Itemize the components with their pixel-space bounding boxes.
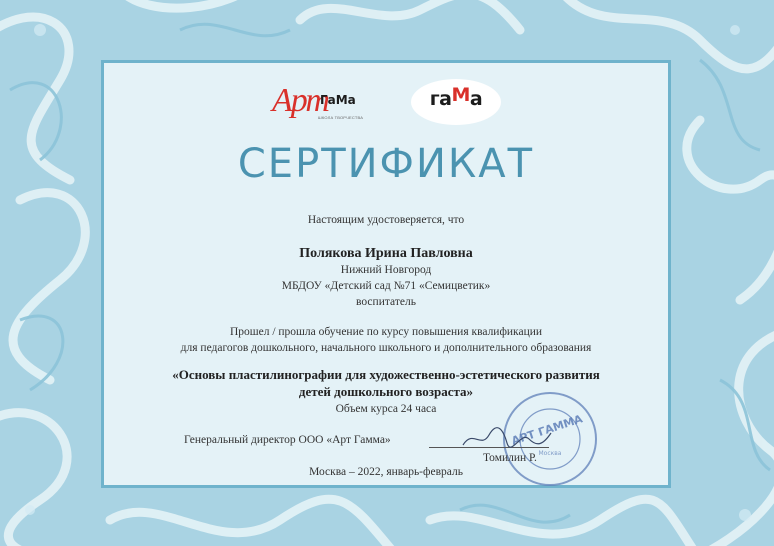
stamp-text: АРТ ГАММА (509, 412, 585, 448)
art-logo-text: Арт (272, 82, 328, 119)
art-gamma-logo (272, 81, 364, 127)
handwritten-signature (459, 425, 554, 451)
art-logo-tagline: ШКОЛА ТВОРЧЕСТВА (318, 115, 364, 120)
art-logo-gamma: ГаМа (320, 93, 356, 107)
course-title-line-2: детей дошкольного возраста» (298, 384, 474, 399)
training-line-1: Прошел / прошла обучение по курсу повышения квалификации (229, 326, 543, 338)
certifies-text: Настоящим удостоверяется, что (307, 214, 465, 226)
recipient-city: Нижний Новгород (340, 264, 432, 276)
certificate-title: СЕРТИФИКАТ (237, 141, 535, 187)
signer-name: Томилин Р. (483, 452, 537, 464)
course-title-line-1: «Основы пластилинографии для художественно-эстетического развития (172, 367, 600, 382)
logos-row (104, 77, 668, 127)
place-date: Москва – 2022, январь-февраль (309, 466, 463, 478)
signature-role: Генеральный директор ООО «Арт Гамма» (184, 434, 391, 446)
gama-logo-text: гаМа (429, 84, 483, 110)
recipient-name: Полякова Ирина Павловна (299, 246, 473, 261)
training-line-2: для педагогов дошкольного, начального школьного и дополнительного образования (180, 342, 592, 354)
stamp-center-text: Москва (538, 450, 562, 457)
recipient-position: воспитатель (356, 296, 416, 308)
gama-logo (411, 79, 501, 125)
certificate-card (101, 60, 671, 488)
recipient-organization: МБДОУ «Детский сад №71 «Семицветик» (281, 280, 491, 292)
course-hours: Объем курса 24 часа (335, 403, 437, 415)
